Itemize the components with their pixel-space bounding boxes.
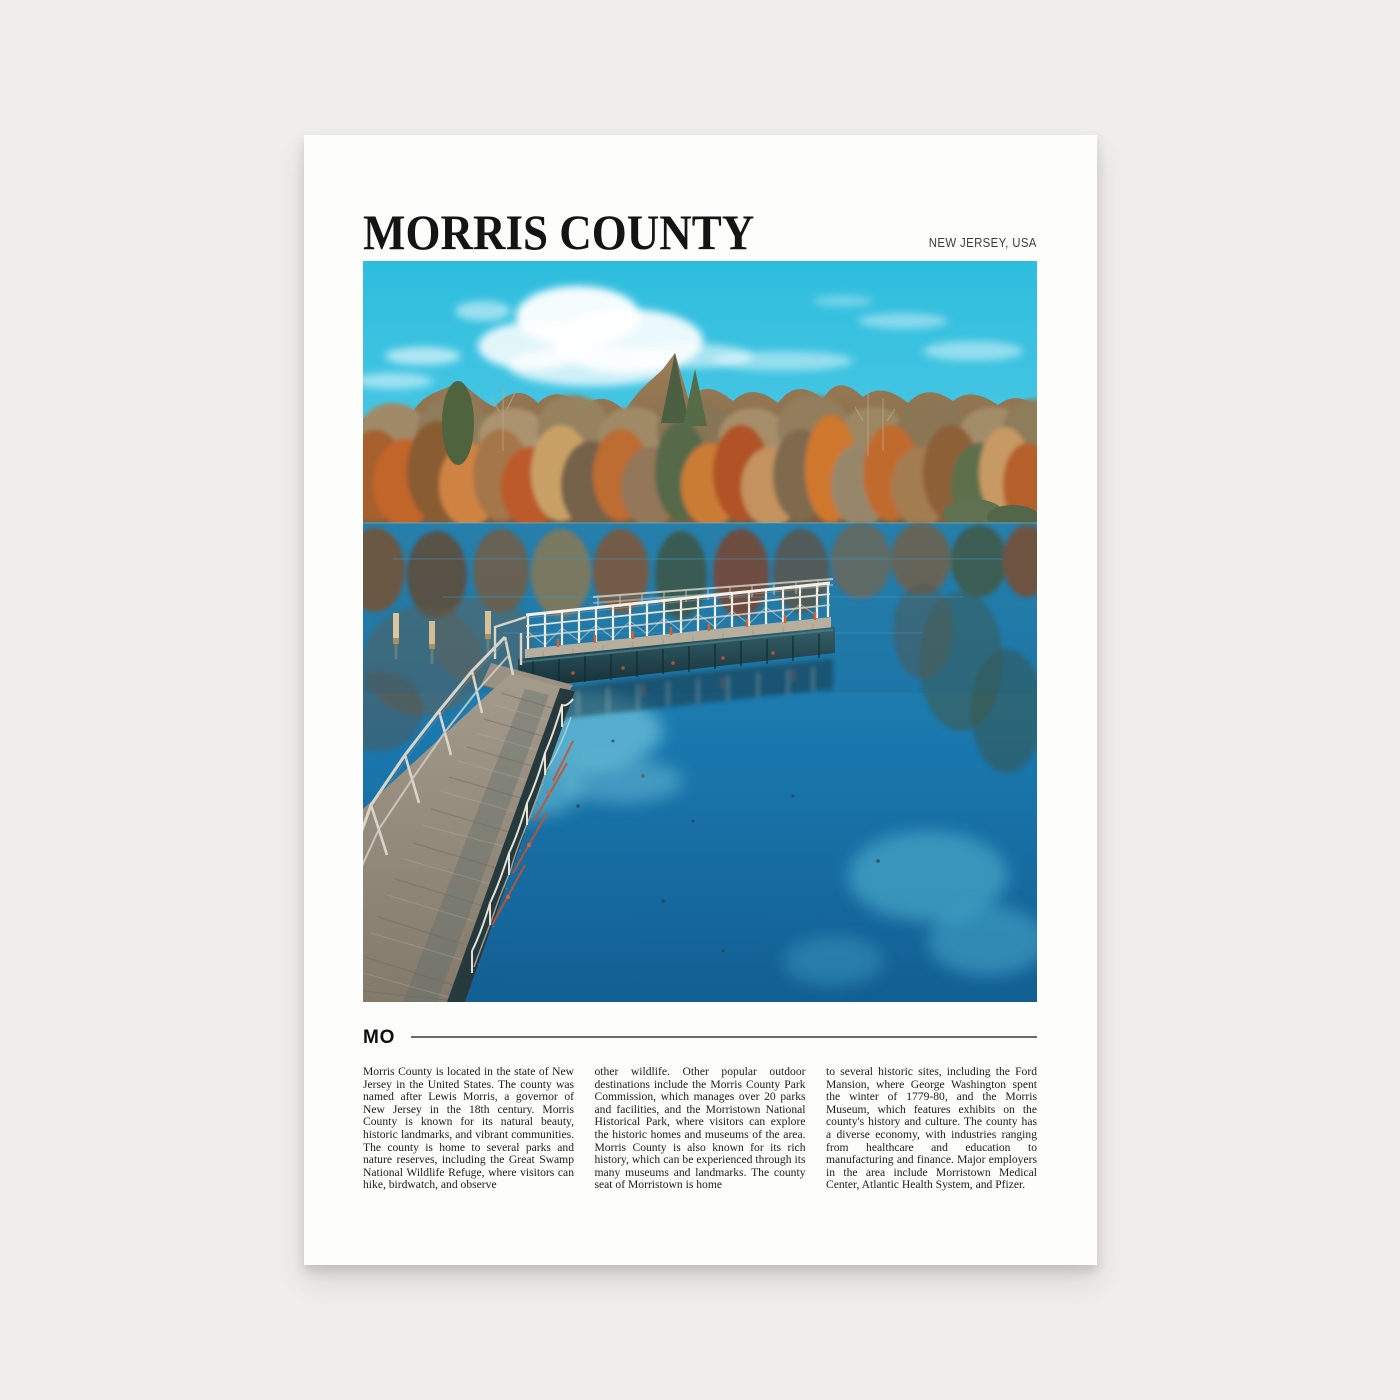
poster-abbreviation: MO	[363, 1026, 396, 1048]
divider-line	[411, 1036, 1037, 1038]
poster-header	[363, 195, 1037, 260]
body-column-1: Morris County is located in the state of New Jersey in the United States. The county was named after Lewis Morris, a governor of New Jersey in the 18th century. Morris County is known for its natural beauty, historic landmarks, and vibrant communities. The county is home to several parks and nature reserves, including the Great Swamp National Wildlife Refuge, where visitors can hike, birdwatch, and observe	[363, 1065, 574, 1192]
body-text	[363, 1066, 1037, 1192]
poster	[304, 135, 1097, 1265]
body-column-2: other wildlife. Other popular outdoor destinations include the Morris County Park Commission, which manages over 20 parks and facilities, and the Morristown National Historical Park, where visitors can explore the historic homes and museums of the area. Morris County is also known for its rich history, which can be experienced through its many museums and landmarks. The county seat of Morristown is home	[594, 1065, 806, 1192]
body-column-3: to several historic sites, including the Ford Mansion, where George Washington spent the winter of 1779-80, and the Morris Museum, which features exhibits on the county's history and culture. The county has a diverse economy, with industries ranging from healthcare and education to manufacturing and finance. Major employers in the area include Morristown Medical Center, Atlantic Health System, and Pfizer.	[826, 1065, 1037, 1192]
autumn-lake-photo	[363, 261, 1037, 1002]
poster-title: MORRIS COUNTY	[363, 204, 755, 260]
poster-photo	[363, 261, 1037, 1002]
poster-location: NEW JERSEY, USA	[928, 235, 1037, 250]
divider-row	[363, 1026, 1037, 1048]
